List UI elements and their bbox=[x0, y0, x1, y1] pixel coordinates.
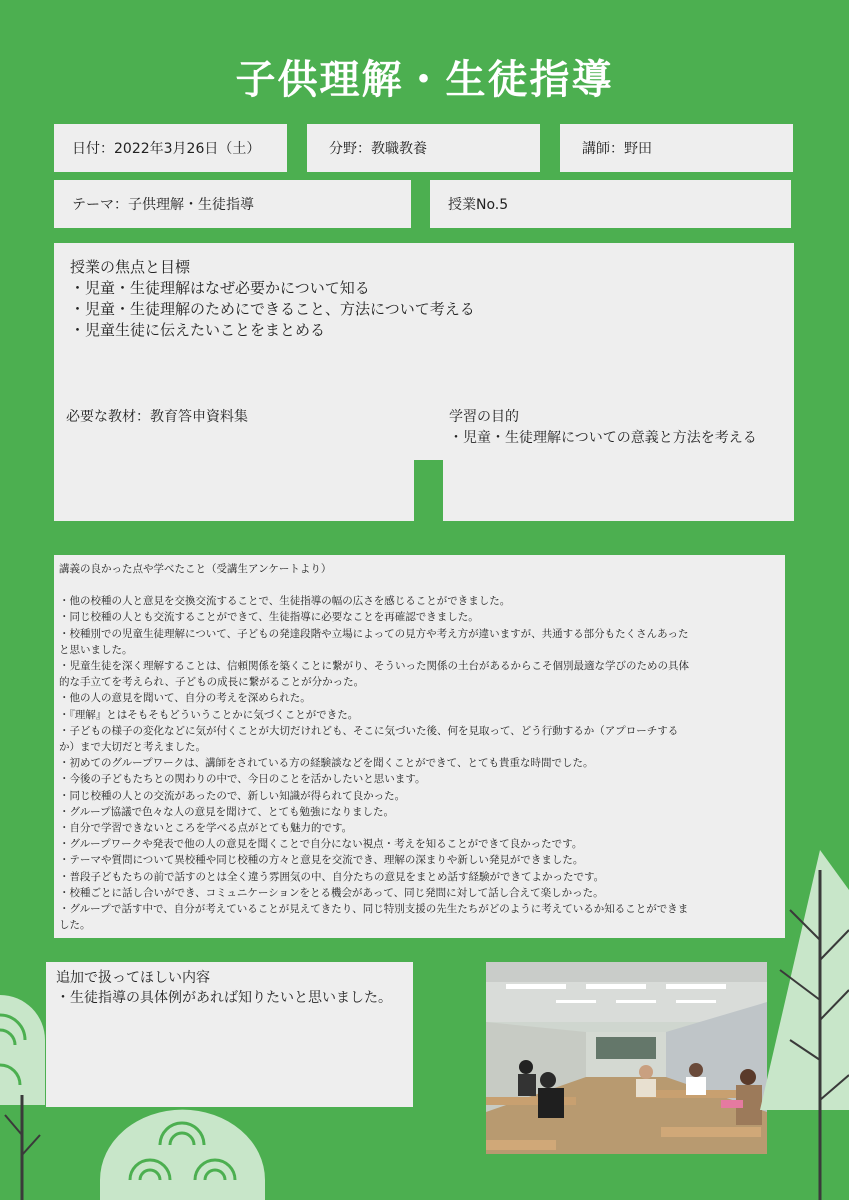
feedback-line: ・グループで話す中で、自分が考えていることが見えてきたり、同じ特別支援の先生たちがどのように考えているか知ることができま bbox=[59, 903, 689, 916]
panel-connector bbox=[413, 391, 443, 460]
feedback-heading: 講義の良かった点や学べたこと（受講生アンケートより） bbox=[59, 563, 332, 575]
classroom-photo bbox=[486, 962, 767, 1154]
purpose-item: ・児童・生徒理解についての意義と方法を考える bbox=[449, 430, 757, 446]
feedback-line: ・テーマや質問について異校種や同じ校種の方々と意見を交流でき、理解の深まりや新しい発見ができました。 bbox=[59, 854, 584, 867]
lesson-number-text: 授業No.5 bbox=[448, 197, 509, 213]
feedback-line: ・『理解』とはそもそもどういうことかに気づくことができた。 bbox=[59, 708, 359, 721]
feedback-list bbox=[59, 593, 779, 933]
materials-text: 必要な教材：教育答申資料集 bbox=[66, 409, 248, 425]
additional-panel bbox=[46, 962, 413, 1107]
additional-item: ・生徒指導の具体例があれば知りたいと思いました。 bbox=[56, 990, 392, 1006]
field-field bbox=[307, 124, 540, 172]
feedback-line: ・自分で学習できないところを学べる点がとても魅力的です。 bbox=[59, 822, 353, 835]
feedback-line: ・児童生徒を深く理解することは、信頼関係を築くことに繋がり、そういった関係の土台があるからこそ個別最適な学びのための具体 bbox=[59, 660, 689, 673]
feedback-line: ・今後の子どもたちとの関わりの中で、今日のことを活かしたいと思います。 bbox=[59, 773, 426, 786]
date-text: 日付：2022年3月26日（土） bbox=[72, 141, 261, 157]
lecturer-text: 講師：野田 bbox=[582, 141, 652, 157]
lesson-number-field bbox=[430, 180, 791, 228]
goal-item: ・児童・生徒理解はなぜ必要かについて知る bbox=[70, 279, 370, 297]
feedback-line: と思いました。 bbox=[59, 643, 133, 656]
feedback-line: ・グループワークや発表で他の人の意見を聞くことで自分にない視点・考えを知ることができて良かったです。 bbox=[59, 838, 583, 851]
feedback-line: ・同じ校種の人とも交流することができて、生徒指導に必要なことを再確認できました。 bbox=[59, 611, 479, 624]
tree-right-icon bbox=[760, 850, 849, 1200]
page-title: 子供理解・生徒指導 bbox=[235, 57, 614, 103]
feedback-line: ・他の校種の人と意見を交換交流することで、生徒指導の幅の広さを感じることができました。 bbox=[59, 595, 511, 608]
bush-center-icon bbox=[100, 1105, 265, 1200]
goal-item: ・児童・生徒理解のためにできること、方法について考える bbox=[70, 300, 475, 318]
feedback-line: ・普段子どもたちの前で話すのとは全く違う雰囲気の中、自分たちの意見をまとめ話す経験ができてよかったです。 bbox=[59, 870, 605, 883]
feedback-line: ・初めてのグループワークは、講師をされている方の経験談などを聞くことができて、とても貴重な時間でした。 bbox=[59, 757, 594, 770]
feedback-line: ・校種ごとに話し合いができ、コミュニケーションをとる機会があって、同じ発問に対して話し合えて楽しかった。 bbox=[59, 886, 604, 899]
goals-heading: 授業の焦点と目標 bbox=[70, 258, 191, 276]
lecturer-field bbox=[560, 124, 793, 172]
additional-heading: 追加で扱ってほしい内容 bbox=[56, 970, 210, 986]
theme-field bbox=[54, 180, 411, 228]
feedback-line: ・他の人の意見を聞いて、自分の考えを深められた。 bbox=[59, 692, 311, 705]
goal-item: ・児童生徒に伝えたいことをまとめる bbox=[70, 321, 326, 339]
goals-panel bbox=[54, 243, 794, 391]
feedback-line: ・校種別での児童生徒理解について、子どもの発達段階や立場によっての見方や考え方が違いますが、共通する部分もたくさんあった bbox=[59, 627, 689, 640]
materials-panel bbox=[54, 391, 414, 521]
feedback-line: ・子どもの様子の変化などに気が付くことが大切だけれども、そこに気づいた後、何を見取って、どう行動するか（アプローチする bbox=[59, 724, 679, 737]
purpose-heading: 学習の目的 bbox=[449, 409, 519, 425]
date-field bbox=[54, 124, 287, 172]
feedback-line: 的な手立てを考えられ、子どもの成長に繋がることが分かった。 bbox=[59, 676, 365, 689]
feedback-panel bbox=[54, 555, 785, 938]
feedback-line: した。 bbox=[59, 919, 91, 932]
purpose-panel bbox=[443, 391, 794, 521]
feedback-line: ・同じ校種の人との交流があったので、新しい知識が得られて良かった。 bbox=[59, 789, 406, 802]
bush-left-icon bbox=[0, 985, 50, 1200]
classroom-photo-illustration bbox=[486, 962, 767, 1154]
theme-text: テーマ：子供理解・生徒指導 bbox=[72, 197, 254, 213]
feedback-line: ・グループ協議で色々な人の意見を聞けて、とても勉強になりました。 bbox=[59, 805, 394, 818]
feedback-line: か）まで大切だと考えました。 bbox=[59, 741, 206, 754]
field-text: 分野：教職教養 bbox=[329, 141, 427, 157]
